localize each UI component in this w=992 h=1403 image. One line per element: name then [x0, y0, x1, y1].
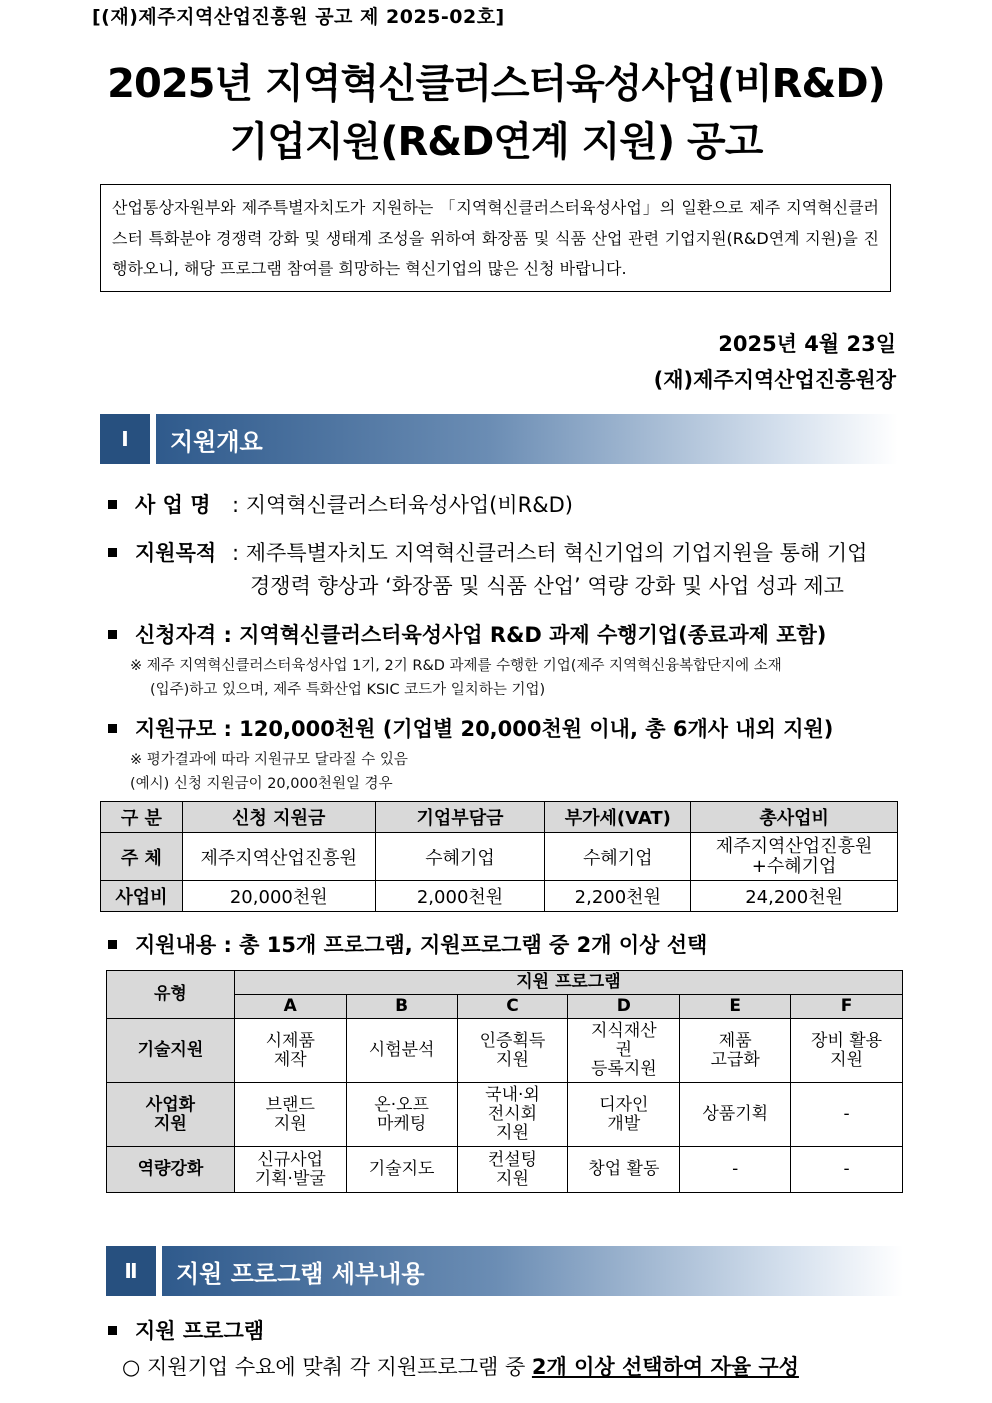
table-cell — [234, 1147, 346, 1193]
table-cell — [680, 1147, 791, 1193]
cell-line: 온·오프 — [374, 1094, 429, 1115]
cell-line: 시험분석 — [368, 1040, 435, 1060]
cell-line: 시제품 — [265, 1030, 315, 1051]
scale-note-line2: (예시) 신청 지원금이 20,000천원일 경우 — [130, 776, 393, 792]
table-cell — [680, 1083, 791, 1147]
table-cell — [234, 1083, 346, 1147]
cell-line: 컨설팅 — [487, 1149, 538, 1170]
cell-line: 사업화 — [145, 1094, 196, 1115]
row-label-commercial — [107, 1083, 235, 1147]
cell-line: 기술지도 — [368, 1159, 435, 1179]
cell-line: 디자인 — [599, 1094, 649, 1115]
scale-note-line1: ※ 평가결과에 따라 지원규모 달라질 수 있음 — [130, 752, 408, 768]
col-a-header: A — [234, 995, 346, 1019]
notice-number: [(재)제주지역산업진흥원 공고 제 2025-02호] — [92, 6, 505, 28]
purpose-value-line2: 경쟁력 향상과 ‘화장품 및 식품 산업’ 역량 강화 및 사업 성과 제고 — [250, 574, 844, 598]
cell-line: 브랜드 — [265, 1094, 315, 1115]
qualification-note-line1: ※ 제주 지역혁신클러스터육성사업 1기, 2기 R&D 과제를 수행한 기업(제주 지역혁신융복합단지에 소재 — [130, 658, 782, 674]
scale-text: 지원규모 : 120,000천원 (기업별 20,000천원 이내, 총 6개사 내외 지원) — [135, 717, 834, 741]
square-bullet-icon — [108, 1326, 117, 1335]
section-1-header — [100, 414, 898, 464]
cell-line: 제작 — [273, 1049, 307, 1070]
program-header-group: 지원 프로그램 — [234, 971, 902, 995]
purpose-label: 지원목적 — [135, 541, 217, 565]
row-label-subject: 주 체 — [101, 833, 183, 881]
scale-header-total: 총사업비 — [691, 802, 898, 833]
cell-line: 상품기획 — [702, 1104, 769, 1124]
table-cell: 수혜기업 — [545, 833, 691, 881]
cell-line: 신규사업 — [257, 1149, 324, 1170]
table-row — [107, 1019, 903, 1083]
program-header-type: 유형 — [107, 971, 235, 1019]
section-2-number: Ⅱ — [106, 1246, 156, 1296]
col-c-header: C — [457, 995, 568, 1019]
scale-table-header-row — [101, 802, 898, 833]
cell-line: 전시회 — [487, 1104, 538, 1124]
page-title-line2: 기업지원(R&D연계 지원) 공고 — [229, 119, 763, 165]
program-line — [122, 1351, 799, 1383]
cell-line: 지원 — [153, 1113, 187, 1134]
section-1-title: 지원개요 — [156, 414, 898, 464]
row-label-budget: 사업비 — [101, 881, 183, 912]
table-cell — [791, 1083, 903, 1147]
cell-line: 지식재산 — [590, 1021, 657, 1041]
cell-line: 장비 활용 — [811, 1030, 883, 1051]
cell-line: 지원 — [496, 1049, 529, 1070]
cell-line: 기획·발굴 — [254, 1168, 326, 1189]
section-2-header — [106, 1246, 903, 1296]
table-cell — [568, 1147, 680, 1193]
col-f-header: F — [791, 995, 903, 1019]
cell-line: 제품 — [718, 1030, 752, 1051]
qualification-text: 신청자격 : 지역혁신클러스터육성사업 R&D 과제 수행기업(종료과제 포함) — [135, 623, 827, 647]
program-table-header-row — [107, 971, 903, 995]
cell-line: 인증획득 — [479, 1030, 546, 1051]
section-2-title: 지원 프로그램 세부내용 — [162, 1246, 903, 1296]
program-line-emphasis: 2개 이상 선택하여 자율 구성 — [531, 1355, 799, 1379]
table-cell — [346, 1147, 457, 1193]
cell-line: - — [732, 1159, 739, 1179]
issuer-name: (재)제주지역산업진흥원장 — [653, 368, 896, 392]
table-cell: 20,000천원 — [182, 881, 375, 912]
notice-date: 2025년 4월 23일 — [718, 332, 896, 356]
table-cell — [568, 1083, 680, 1147]
cell-line: 제주지역산업진흥원 — [715, 835, 873, 857]
intro-text: 산업통상자원부와 제주특별자치도가 지원하는 「지역혁신클러스터육성사업」의 일환으로 제주 지역혁신클러스터 특화분야 경쟁력 강화 및 생태계 조성을 위하여 화장품 및 식품 산업 관련 기업지원(R&D연계 지원)을 진행하오니, 해당 프로그램 참여를 희망하는 혁신기업의 많은 신청 바랍니다. — [112, 198, 879, 278]
scale-header-vat: 부가세(VAT) — [545, 802, 691, 833]
cell-line: 개발 — [607, 1113, 641, 1134]
table-cell — [791, 1019, 903, 1083]
cell-line: - — [843, 1104, 850, 1124]
cell-line: 권 — [615, 1040, 633, 1060]
table-cell: 2,000천원 — [375, 881, 545, 912]
project-name-label: 사 업 명 — [135, 493, 211, 517]
col-b-header: B — [346, 995, 457, 1019]
purpose-value-line1: : 제주특별자치도 지역혁신클러스터 혁신기업의 기업지원을 통해 기업 — [232, 541, 868, 565]
item-project-name — [108, 489, 210, 521]
cell-line: 지원 — [496, 1123, 529, 1143]
table-cell — [680, 1019, 791, 1083]
table-row — [101, 881, 898, 912]
table-cell — [791, 1147, 903, 1193]
intro-box — [100, 184, 891, 292]
row-label-capacity: 역량강화 — [107, 1147, 235, 1193]
row-label-tech: 기술지원 — [107, 1019, 235, 1083]
item-scale — [108, 713, 833, 745]
table-cell: 제주지역산업진흥원 — [182, 833, 375, 881]
table-row — [107, 1147, 903, 1193]
table-cell: 24,200천원 — [691, 881, 898, 912]
cell-line: 고급화 — [710, 1049, 760, 1070]
qualification-note-line2: (입주)하고 있으며, 제주 특화산업 KSIC 코드가 일치하는 기업) — [150, 682, 546, 698]
table-cell — [691, 833, 898, 881]
square-bullet-icon — [108, 724, 117, 733]
col-d-header: D — [568, 995, 680, 1019]
table-cell — [234, 1019, 346, 1083]
cell-line: 창업 활동 — [588, 1159, 660, 1179]
table-cell — [457, 1083, 568, 1147]
square-bullet-icon — [108, 940, 117, 949]
table-cell — [457, 1019, 568, 1083]
square-bullet-icon — [108, 548, 117, 557]
scale-table — [100, 801, 898, 912]
content-text: 지원내용 : 총 15개 프로그램, 지원프로그램 중 2개 이상 선택 — [135, 933, 708, 957]
table-cell — [346, 1019, 457, 1083]
program-table — [106, 970, 903, 1193]
cell-line: 마케팅 — [376, 1113, 427, 1134]
cell-line: 국내·외 — [485, 1085, 540, 1105]
square-bullet-icon — [108, 500, 117, 509]
table-cell: 2,200천원 — [545, 881, 691, 912]
item-program — [108, 1315, 264, 1347]
cell-line: +수혜기업 — [751, 855, 837, 877]
table-cell — [346, 1083, 457, 1147]
cell-line: 지원 — [273, 1113, 307, 1134]
cell-line: 등록지원 — [590, 1059, 657, 1079]
table-cell — [568, 1019, 680, 1083]
section-1-number: Ⅰ — [100, 414, 150, 464]
cell-line: 지원 — [830, 1049, 863, 1070]
page-title-line1: 2025년 지역혁신클러스터육성사업(비R&D) — [107, 61, 885, 107]
scale-header-company-share: 기업부담금 — [375, 802, 545, 833]
item-qualification — [108, 619, 826, 651]
table-cell: 수혜기업 — [375, 833, 545, 881]
cell-line: - — [843, 1159, 850, 1179]
table-cell — [457, 1147, 568, 1193]
col-e-header: E — [680, 995, 791, 1019]
cell-line: 지원 — [496, 1168, 529, 1189]
project-name-value: : 지역혁신클러스터육성사업(비R&D) — [232, 493, 573, 517]
scale-header-category: 구 분 — [101, 802, 183, 833]
item-purpose — [108, 537, 216, 569]
scale-header-grant: 신청 지원금 — [182, 802, 375, 833]
square-bullet-icon — [108, 630, 117, 639]
program-line-text: ○ 지원기업 수요에 맞춰 각 지원프로그램 중 — [122, 1355, 532, 1379]
program-heading: 지원 프로그램 — [135, 1319, 265, 1343]
item-content — [108, 929, 707, 961]
table-row — [107, 1083, 903, 1147]
table-row — [101, 833, 898, 881]
